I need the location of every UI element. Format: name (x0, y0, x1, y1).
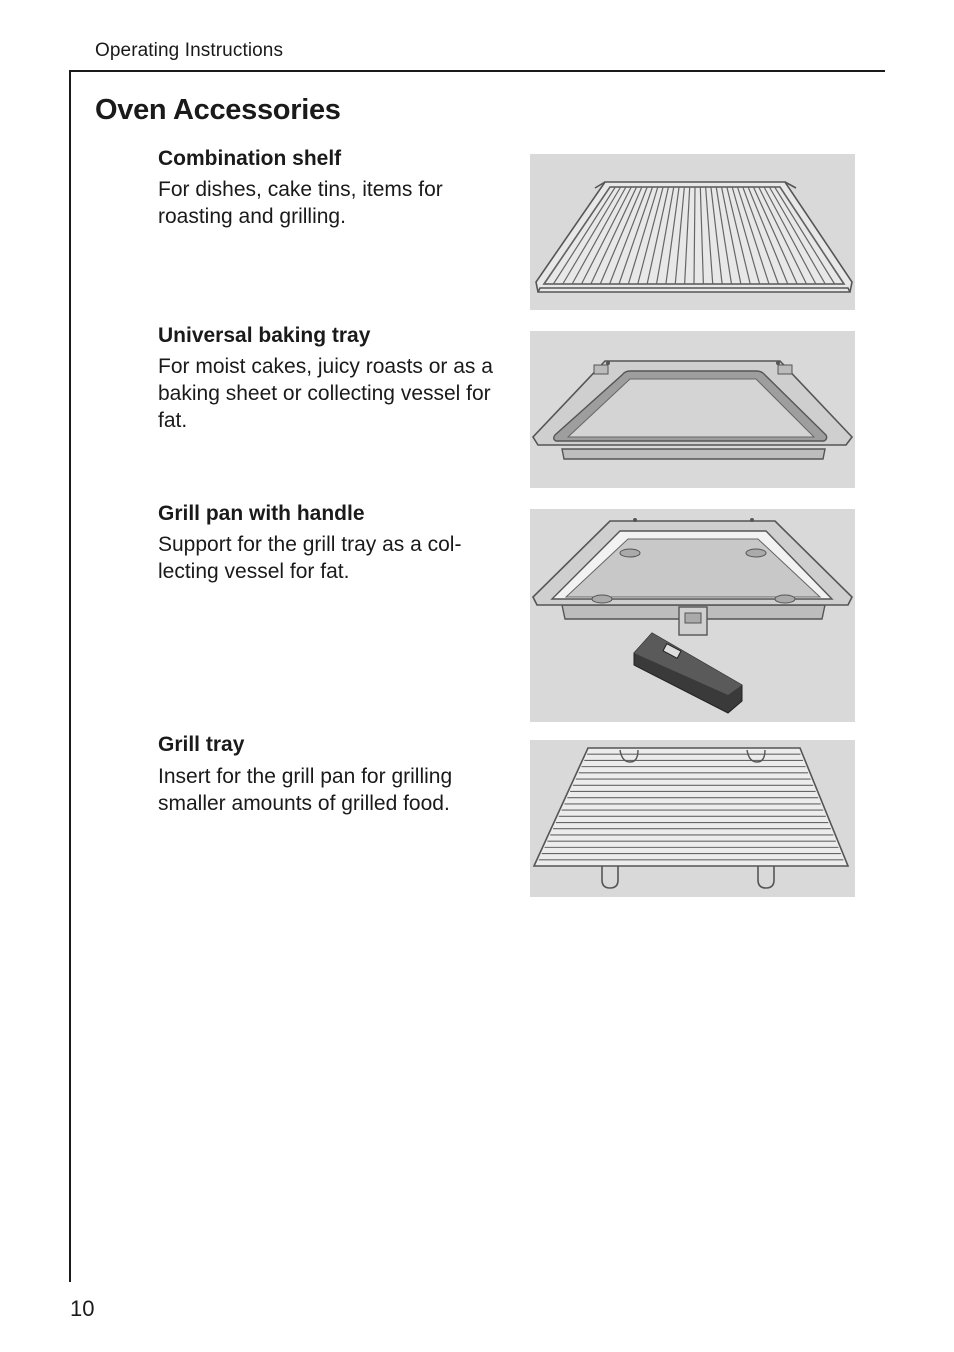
header-rule (69, 70, 885, 72)
item-title-universal-baking-tray: Universal baking tray (158, 324, 371, 347)
item-title-grill-pan-with-handle: Grill pan with handle (158, 502, 365, 525)
margin-rule (69, 70, 71, 1282)
item-title-combination-shelf: Combination shelf (158, 147, 342, 170)
item-text-grill-pan-with-handle: Support for the grill tray as a col-lecting vessel for fat. (158, 533, 462, 583)
page-number: 10 (70, 1296, 95, 1321)
item-text-combination-shelf: For dishes, cake tins, items for roasting and grilling. (158, 178, 443, 228)
running-header: Operating Instructions (95, 40, 284, 61)
wire-rack-icon (530, 154, 855, 310)
grill-tray-icon (530, 740, 855, 897)
universal-baking-tray-figure (530, 331, 855, 488)
grill-pan-with-handle-figure (530, 509, 855, 722)
item-text-universal-baking-tray: For moist cakes, juicy roasts or as a baking sheet or collecting vessel for fat. (158, 355, 493, 432)
combination-shelf-figure (530, 154, 855, 310)
baking-tray-icon (530, 331, 855, 488)
page-title: Oven Accessories (95, 94, 341, 126)
grill-pan-icon (530, 509, 855, 722)
item-text-grill-tray: Insert for the grill pan for grilling smaller amounts of grilled food. (158, 765, 453, 815)
grill-tray-figure (530, 740, 855, 897)
item-title-grill-tray: Grill tray (158, 733, 245, 756)
